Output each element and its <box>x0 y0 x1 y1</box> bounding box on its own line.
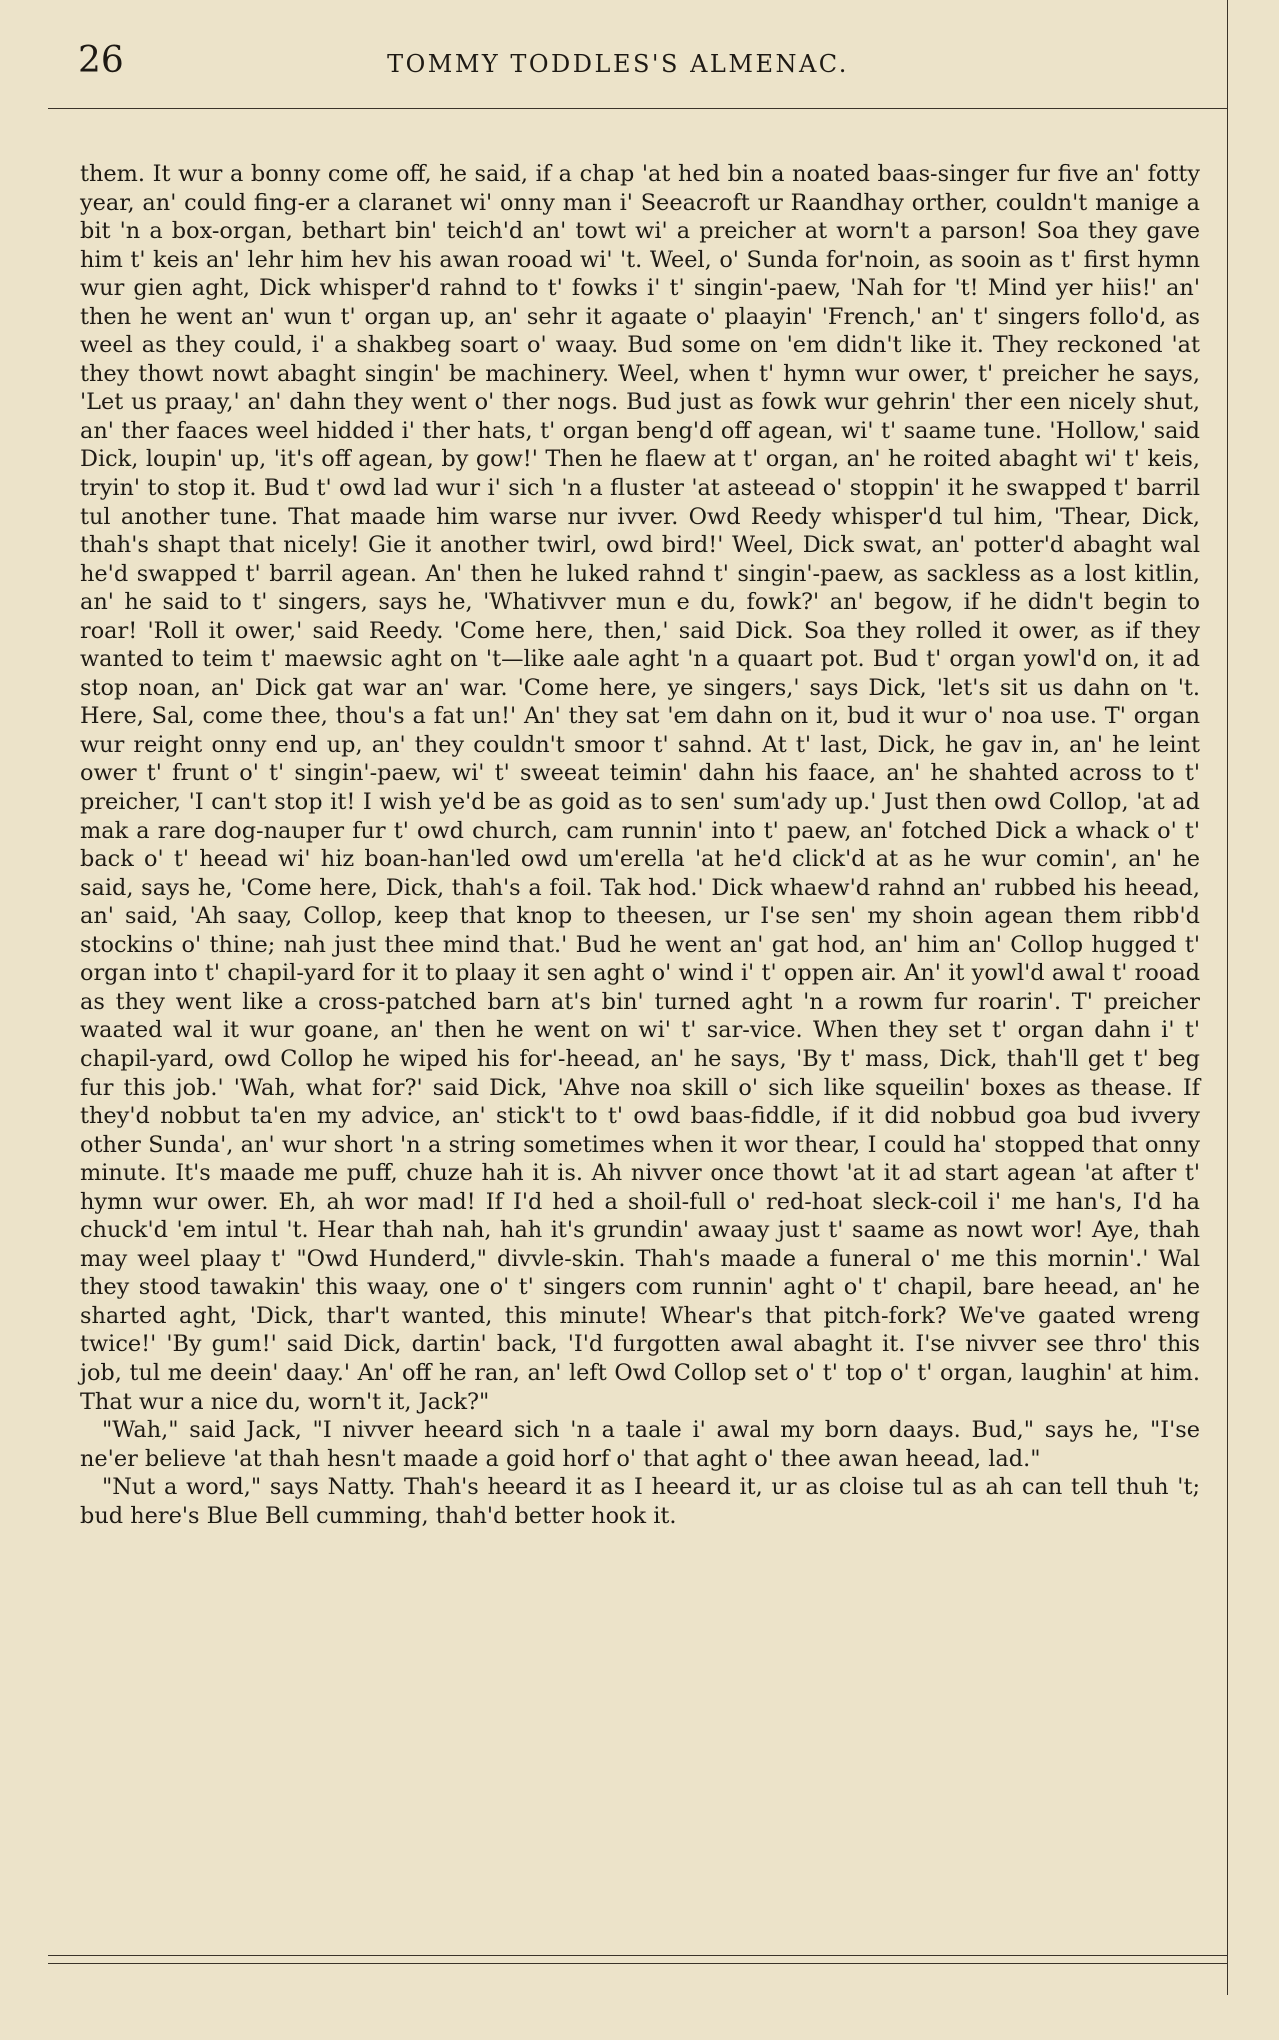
paragraph: them. It wur a bonny come off, he said, if a chap 'at hed bin a noated baas-singer fur five an' fotty year, an' could fing-er a claranet wi' onny man i' Seeacroft ur Raandhay orther, couldn't manige a bit 'n a box-organ, bethart bin' teich'd an' towt wi' a preicher at worn't a parson! Soa they gave him t' keis an' lehr him hev his awan rooad wi' 't. Weel, o' Sunda for'noin, as sooin as t' first hymn wur gien aght, Dick whisper'd rahnd to t' fowks i' t' singin'-paew, 'Nah for 't! Mind yer hiis!' an' then he went an' wun t' organ up, an' sehr it agaate o' plaayin' 'French,' an' t' singers follo'd, as weel as they could, i' a shakbeg soart o' waay. Bud some on 'em didn't like it. They reckoned 'at they thowt nowt abaght singin' be machinery. Weel, when t' hymn wur ower, t' preicher he says, 'Let us praay,' an' dahn they went o' ther nogs. Bud just as fowk wur gehrin' ther een nicely shut, an' ther faaces weel hidded i' ther hats, t' organ beng'd off agean, wi' t' saame tune. 'Hollow,' said Dick, loupin' up, 'it's off agean, by gow!' Then he flaew at t' organ, an' he roited abaght wi' t' keis, tryin' to stop it. Bud t' owd lad wur i' sich 'n a fluster 'at asteead o' stoppin' it he swapped t' barril tul another tune. That maade him warse nur ivver. Owd Reedy whisper'd tul him, 'Thear, Dick, thah's shapt that nicely! Gie it another twirl, owd bird!' Weel, Dick swat, an' potter'd abaght wal he'd swapped t' barril agean. An' then he luked rahnd t' singin'-paew, as sackless as a lost kitlin, an' he said to t' singers, says he, 'Whativver mun e du, fowk?' an' begow, if he didn't begin to roar! 'Roll it ower,' said Reedy. 'Come here, then,' said Dick. Soa they rolled it ower, as if they wanted to teim t' maewsic aght on 't—like aale aght 'n a quaart pot. Bud t' organ yowl'd on, it ad stop noan, an' Dick gat war an' war. 'Come here, ye singers,' says Dick, 'let's sit us dahn on 't. Here, Sal, come thee, thou's a fat un!' An' they sat 'em dahn on it, bud it wur o' noa use. T' organ wur reight onny end up, an' they couldn't smoor t' sahnd. At t' last, Dick, he gav in, an' he leint ower t' frunt o' t' singin'-paew, wi' t' sweeat teimin' dahn his faace, an' he shahted across to t' preicher, 'I can't stop it! I wish ye'd be as goid as to sen' sum'ady up.' Just then owd Collop, 'at ad mak a rare dog-nauper fur t' owd church, cam runnin' into t' paew, an' fotched Dick a whack o' t' back o' t' heead wi' hiz boan-han'led owd um'erella 'at he'd click'd at as he wur comin', an' he said, says he, 'Come here, Dick, thah's a foil. Tak hod.' Dick whaew'd rahnd an' rubbed his heead, an' said, 'Ah saay, Collop, keep that knop to theesen, ur I'se sen' my shoin agean them ribb'd stockins o' thine; nah just thee mind that.' Bud he went an' gat hod, an' him an' Collop hugged t' organ into t' chapil-yard for it to plaay it sen aght o' wind i' t' oppen air. An' it yowl'd awal t' rooad as they went like a cross-patched barn at's bin' turned aght 'n a rowm fur roarin'. T' preicher waated wal it wur goane, an' then he went on wi' t' sar-vice. When they set t' organ dahn i' t' chapil-yard, owd Collop he wiped his for'-heead, an' he says, 'By t' mass, Dick, thah'll get t' beg fur this job.' 'Wah, what for?' said Dick, 'Ahve noa skill o' sich like squeilin' boxes as thease. If they'd nobbut ta'en my advice, an' stick't to t' owd baas-fiddle, if it did nobbud goa bud ivvery other Sunda', an' wur short 'n a string sometimes when it wor thear, I could ha' stopped that onny minute. It's maade me puff, chuze hah it is. Ah nivver once thowt 'at it ad start agean 'at after t' hymn wur ower. Eh, ah wor mad! If I'd hed a shoil-full o' red-hoat sleck-coil i' me han's, I'd ha chuck'd 'em intul 't. Hear thah nah, hah it's grundin' awaay just t' saame as nowt wor! Aye, thah may weel plaay t' "Owd Hunderd," divvle-skin. Thah's maade a funeral o' me this mornin'.' Wal they stood tawakin' this waay, one o' t' singers com runnin' aght o' t' chapil, bare heead, an' he sharted aght, 'Dick, thar't wanted, this minute! Whear's that pitch-fork? We've gaated wreng twice!' 'By gum!' said Dick, dartin' back, 'I'd furgotten awal abaght it. I'se nivver see thro' this job, tul me deein' daay.' An' off he ran, an' left Owd Collop set o' t' top o' t' organ, laughin' at him. That wur a nice du, worn't it, Jack?" <box>80 161 1200 1415</box>
footer-rule-thin <box>48 1963 1228 1964</box>
page-number: 26 <box>78 40 124 81</box>
header-rule <box>48 108 1228 109</box>
paragraph: "Nut a word," says Natty. Thah's heeard it as I heeard it, ur as cloise tul as ah can tell thuh 't; bud here's Blue Bell cumming, thah'd better hook it. <box>80 1474 1200 1529</box>
running-title: TOMMY TODDLES'S ALMENAC. <box>387 50 849 78</box>
paragraph: "Wah," said Jack, "I nivver heeard sich 'n a taale i' awal my born daays. Bud," says he, "I'se ne'er believe 'at thah hesn't maade a goid horf o' that aght o' thee awan heead, lad." <box>80 1417 1200 1472</box>
body-text <box>80 160 1200 1530</box>
page-header <box>78 40 1158 90</box>
footer-rule <box>48 1955 1228 1956</box>
